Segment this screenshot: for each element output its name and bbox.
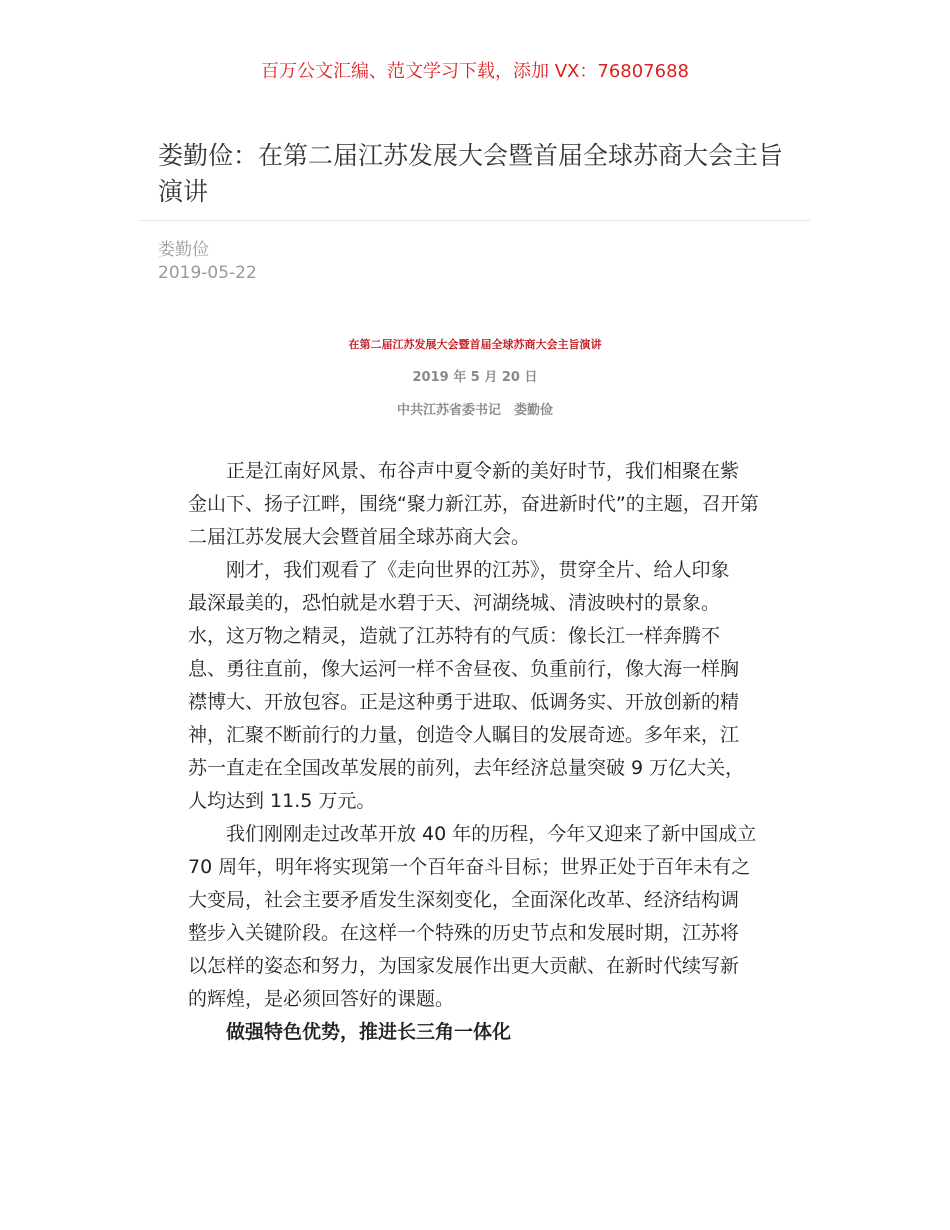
body-line: 刚才，我们观看了《走向世界的江苏》，贯穿全片、给人印象 bbox=[188, 559, 730, 581]
publish-date: 2019-05-22 bbox=[158, 263, 257, 283]
article-byline: 中共江苏省委书记 娄勤俭 bbox=[396, 403, 553, 418]
article-date: 2019 年 5 月 20 日 bbox=[412, 370, 538, 385]
body-line: 苏一直走在全国改革发展的前列，去年经济总量突破 9 万亿大关， bbox=[188, 757, 745, 779]
body-line: 襟博大、开放包容。正是这种勇于进取、低调务实、开放创新的精 bbox=[188, 691, 740, 713]
body-line: 水，这万物之精灵，造就了江苏特有的气质：像长江一样奔腾不 bbox=[188, 625, 721, 647]
body-line: 70 周年，明年将实现第一个百年奋斗目标；世界正处于百年未有之 bbox=[188, 856, 751, 878]
body-line: 的辉煌，是必须回答好的课题。 bbox=[188, 988, 455, 1010]
section-heading: 做强特色优势，推进长三角一体化 bbox=[188, 1021, 512, 1043]
body-line: 神，汇聚不断前行的力量，创造令人瞩目的发展奇迹。多年来，江 bbox=[188, 724, 740, 746]
divider bbox=[140, 220, 810, 221]
body-line: 以怎样的姿态和努力，为国家发展作出更大贡献、在新时代续写新 bbox=[188, 955, 740, 977]
body-line: 正是江南好风景、布谷声中夏令新的美好时节，我们相聚在紫 bbox=[188, 460, 740, 482]
body-line: 大变局，社会主要矛盾发生深刻变化，全面深化改革、经济结构调 bbox=[188, 889, 740, 911]
body-line: 金山下、扬子江畔，围绕“聚力新江苏，奋进新时代”的主题，召开第 bbox=[188, 493, 759, 515]
author: 娄勤俭 bbox=[158, 240, 209, 260]
article-title: 在第二届江苏发展大会暨首届全球苏商大会主旨演讲 bbox=[348, 338, 602, 351]
article-body bbox=[188, 455, 768, 1049]
body-line: 息、勇往直前，像大运河一样不舍昼夜、负重前行，像大海一样胸 bbox=[188, 658, 740, 680]
page-title: 娄勤俭：在第二届江苏发展大会暨首届全球苏商大会主旨演讲 bbox=[158, 141, 784, 206]
body-line: 整步入关键阶段。在这样一个特殊的历史节点和发展时期，江苏将 bbox=[188, 922, 740, 944]
body-line: 二届江苏发展大会暨首届全球苏商大会。 bbox=[188, 526, 531, 548]
promo-banner: 百万公文汇编、范文学习下载，添加 VX：76807688 bbox=[261, 61, 689, 82]
body-line: 人均达到 11.5 万元。 bbox=[188, 790, 376, 812]
body-line: 最深最美的，恐怕就是水碧于天、河湖绕城、清波映村的景象。 bbox=[188, 592, 721, 614]
body-line: 我们刚刚走过改革开放 40 年的历程，今年又迎来了新中国成立 bbox=[188, 823, 757, 845]
